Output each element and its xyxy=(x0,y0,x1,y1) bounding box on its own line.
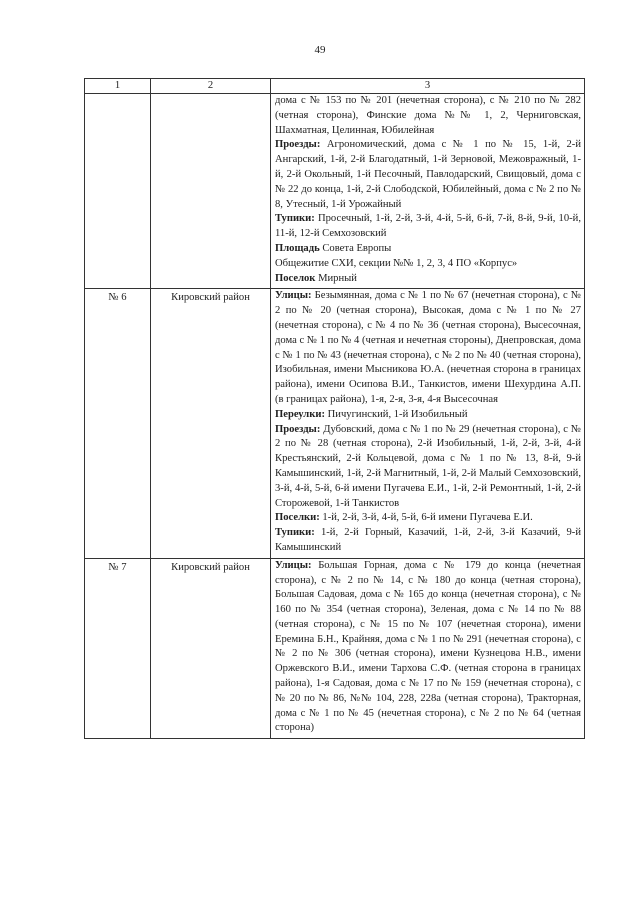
entry-text: 1-й, 2-й, 3-й, 4-й, 5-й, 6-й имени Пугачева Е.И. xyxy=(319,512,533,524)
district-name-cell: Кировский район xyxy=(151,558,271,739)
entry-label: Проезды: xyxy=(275,139,321,151)
entry xyxy=(275,272,581,287)
entry-text: Большая Горная, дома с № 179 до конца (нечетная сторона), с № 2 по № 14, с № 180 до конца (четная сторона), Большая Садовая, дома с № 165 до конца (нечетная сторона), с № 160 по № 354 (четная сторона), Зеленая, дома с № 14 по № 88 (четная сторона), с № 15 по № 107 (нечетная сторона), имени Еремина Б.Н., Крайняя, дома с № 1 по № 291 (нечетная сторона), с № 2 по № 306 (четная сторона), имени Кузнецова Н.В., имени Оржевского В.И., имени Тархова С.Ф. (четная сторона в границах района), 1-я Садовая, дома с № 17 по № 159 (нечетная сторона), с № 20 по № 86, №№ 104, 228, 228а (четная сторона), Тракторная, дома с № 1 по № 45 (нечетная сторона), с № 2 по № 64 (четная сторона) xyxy=(275,559,581,734)
entry xyxy=(275,423,581,512)
entry-label: Проезды: xyxy=(275,423,321,435)
table-row xyxy=(85,558,585,739)
district-name-cell xyxy=(151,94,271,289)
entry xyxy=(275,526,581,556)
entry-label: Поселок xyxy=(275,272,316,284)
entry-text: дома с № 153 по № 201 (нечетная сторона), с № 210 по № 282 (четная сторона), Финские дома №№ 1, 2, Черниговская, Шахматная, Целинная, Юбилейная xyxy=(275,95,581,136)
table-row xyxy=(85,289,585,558)
column-header: 1 xyxy=(85,79,151,94)
entry xyxy=(275,289,581,407)
entry-label: Поселки: xyxy=(275,512,320,524)
entry-text: Совета Европы xyxy=(319,242,392,254)
entry xyxy=(275,94,581,138)
page-number: 49 xyxy=(314,44,326,56)
entry-text: Мирный xyxy=(315,272,357,284)
entry-text: 1-й, 2-й Горный, Казачий, 1-й, 2-й, 3-й Казачий, 9-й Камышинский xyxy=(275,527,581,553)
streets-cell xyxy=(271,289,585,558)
entry-label: Тупики: xyxy=(275,213,315,225)
table-header-row xyxy=(85,79,585,94)
entry-text: Агрономический, дома с № 1 по № 15, 1-й, 2-й Ангарский, 1-й, 2-й Благодатный, 1-й Зерновой, Межовражный, 1-й, 2-й Окольный, 1-й Песочный, Павлодарский, Свищовый, дома с № 22 до конца, 1-й, 2-й Слободской, Юбилейный, дома с № 2 по № 8, Утесный, 1-й Урожайный xyxy=(275,139,581,210)
district-number-cell: № 7 xyxy=(85,558,151,739)
entry-text: Дубовский, дома с № 1 по № 29 (нечетная сторона), с № 2 по № 28 (четная сторона), 2-й Изобильный, 1-й, 2-й, 3-й, 4-й Крестьянский, 2-й Кольцевой, дома с № 1 по № 13, 8-й, 9-й Камышинский, 1-й, 2-й Магнитный, 1-й, 2-й Малый Семхозовский, 3-й, 4-й, 5-й, 6-й имени Пугачева Е.И., 1-й, 2-й Ремонтный, 1-й, 2-й Сторожевой, 1-й Танкистов xyxy=(275,423,581,509)
table-row xyxy=(85,94,585,289)
entry-label: Переулки: xyxy=(275,408,325,420)
streets-cell xyxy=(271,94,585,289)
entry xyxy=(275,138,581,212)
column-header: 2 xyxy=(151,79,271,94)
district-number-cell xyxy=(85,94,151,289)
entry-text: Просечный, 1-й, 2-й, 3-й, 4-й, 5-й, 6-й, 7-й, 8-й, 9-й, 10-й, 11-й, 12-й Семхозовский xyxy=(275,213,581,240)
column-header: 3 xyxy=(271,79,585,94)
entry-text: Пичугинский, 1-й Изобильный xyxy=(324,408,468,420)
entry-label: Тупики: xyxy=(275,527,315,539)
entry-text: Общежитие СХИ, секции №№ 1, 2, 3, 4 ПО «Корпус» xyxy=(275,257,518,269)
entry xyxy=(275,212,581,242)
entry xyxy=(275,257,581,272)
streets-table xyxy=(84,78,585,739)
entry xyxy=(275,511,581,526)
district-name-cell: Кировский район xyxy=(151,289,271,558)
entry xyxy=(275,559,581,737)
entry-label: Улицы: xyxy=(275,290,312,302)
entry-text: Безымянная, дома с № 1 по № 67 (нечетная сторона), с № 2 по № 20 (четная сторона), Высокая, дома с № 1 по № 27 (нечетная сторона), с № 4 по № 36 (четная сторона), Высесочная, дома с № 1 по № 4 (четная и нечетная стороны), Днепровская, дома с № 1 по № 43 (нечетная сторона), с № 2 по № 40 (четная сторона), Изобильная, имени Мысникова Ю.А. (нечетная сторона в границах района), имени Осипова В.И., Танкистов, имени Шехурдина А.П. (в границах района), 1-я, 2-я, 3-я, 4-я Высесочная xyxy=(275,290,581,405)
entry-label: Улицы: xyxy=(275,559,312,571)
entry xyxy=(275,242,581,257)
district-number-cell: № 6 xyxy=(85,289,151,558)
entry xyxy=(275,408,581,423)
entry-label: Площадь xyxy=(275,242,320,254)
streets-cell xyxy=(271,558,585,739)
